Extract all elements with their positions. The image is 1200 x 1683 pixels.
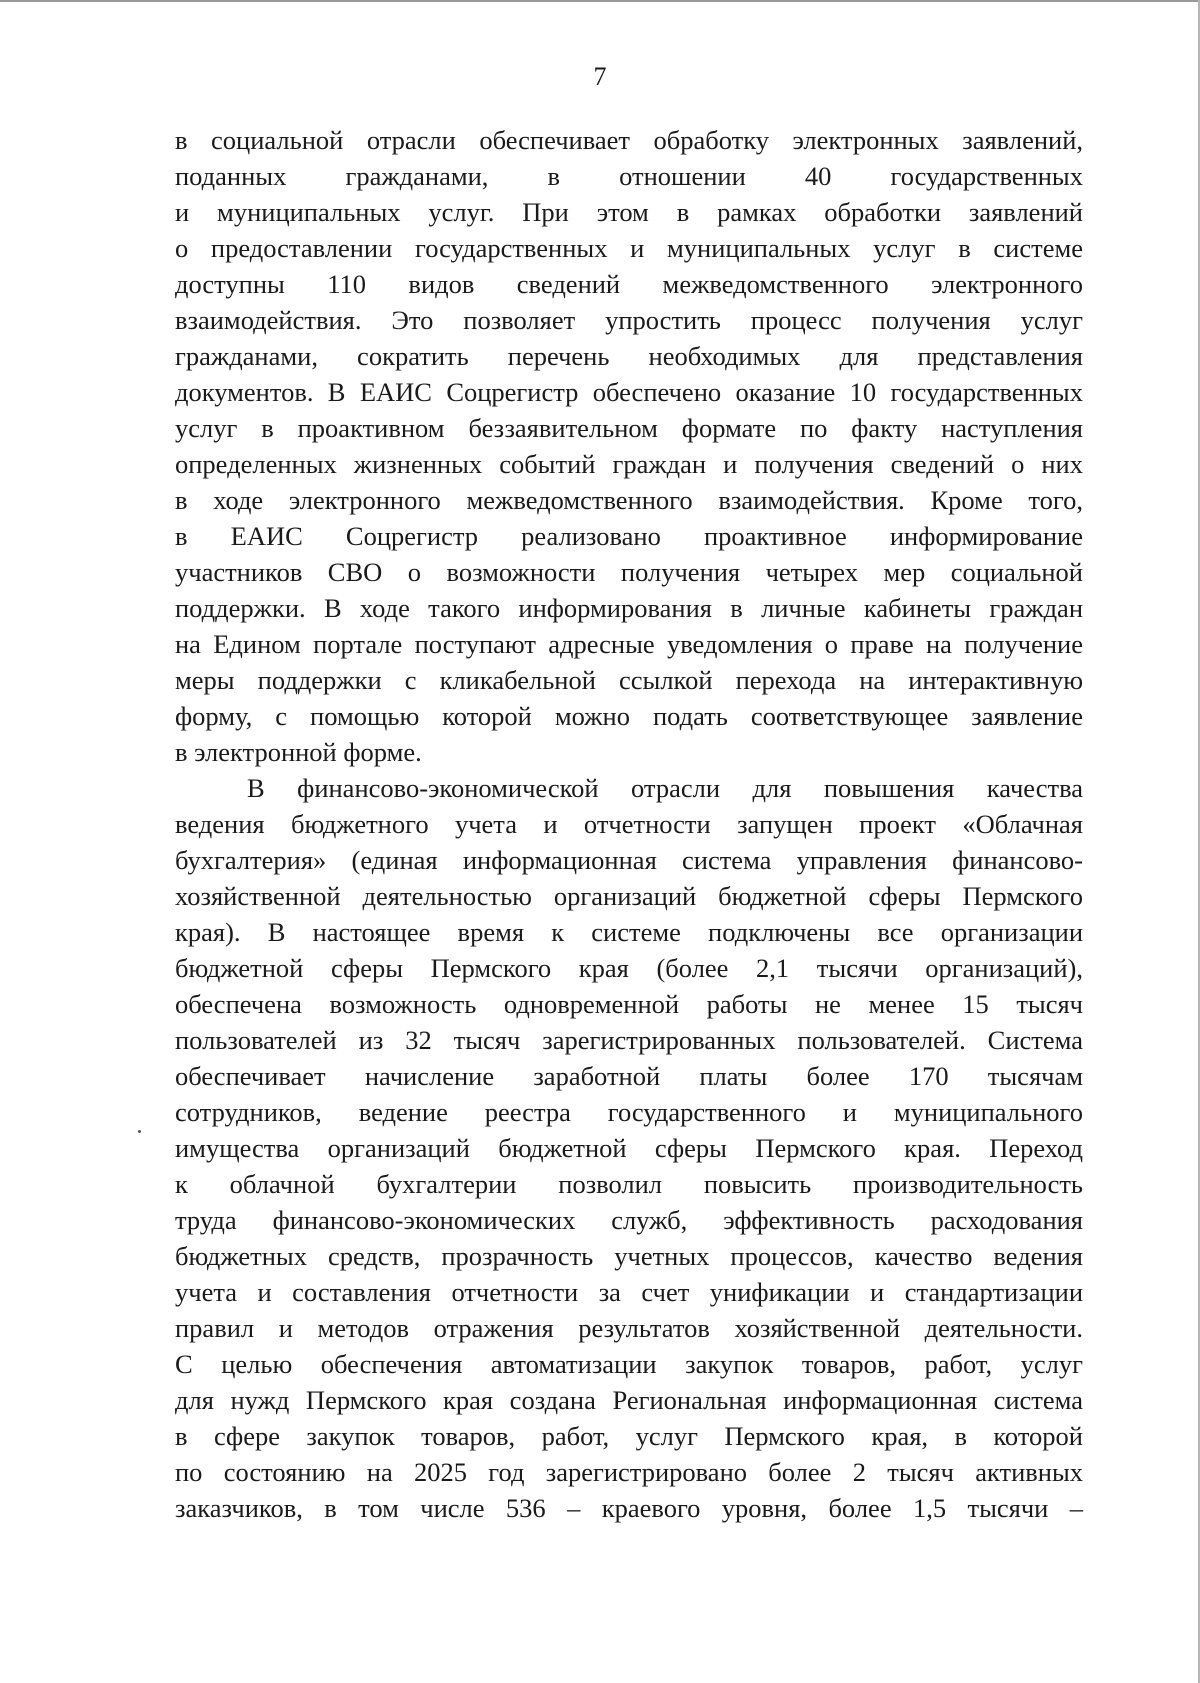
paragraph <box>175 122 1083 770</box>
text-line: взаимодействия. Это позволяет упростить процесс получения услуг <box>175 305 1083 335</box>
text-line: С целью обеспечения автоматизации закупок товаров, работ, услуг <box>175 1349 1083 1379</box>
text-line: и муниципальных услуг. При этом в рамках обработки заявлений <box>175 197 1083 227</box>
text-line: гражданами, сократить перечень необходимых для представления <box>175 341 1083 371</box>
text-line: в ходе электронного межведомственного взаимодействия. Кроме того, <box>175 485 1083 515</box>
text-line: по состоянию на 2025 год зарегистрировано более 2 тысяч активных <box>175 1457 1083 1487</box>
text-line: участников СВО о возможности получения четырех мер социальной <box>175 557 1083 587</box>
text-line: на Едином портале поступают адресные уведомления о праве на получение <box>175 629 1083 659</box>
page-number: 7 <box>593 62 607 91</box>
text-line: имущества организаций бюджетной сферы Пермского края. Переход <box>175 1133 1083 1163</box>
text-line: к облачной бухгалтерии позволил повысить производительность <box>175 1169 1083 1199</box>
text-line: бухгалтерия» (единая информационная система управления финансово- <box>175 845 1083 875</box>
text-line: ведения бюджетного учета и отчетности запущен проект «Облачная <box>175 809 1083 839</box>
text-line: обеспечивает начисление заработной платы более 170 тысячам <box>175 1061 1083 1091</box>
text-line: поданных гражданами, в отношении 40 государственных <box>175 161 1083 191</box>
text-line: поддержки. В ходе такого информирования в личные кабинеты граждан <box>175 593 1083 623</box>
document-body <box>175 122 1083 1526</box>
text-line: учета и составления отчетности за счет унификации и стандартизации <box>175 1277 1083 1307</box>
text-line: заказчиков, в том числе 536 – краевого уровня, более 1,5 тысячи – <box>175 1493 1083 1523</box>
text-line: бюджетных средств, прозрачность учетных процессов, качество ведения <box>175 1241 1083 1271</box>
text-line: труда финансово-экономических служб, эффективность расходования <box>175 1205 1083 1235</box>
text-line: о предоставлении государственных и муниципальных услуг в системе <box>175 233 1083 263</box>
text-line: для нужд Пермского края создана Региональная информационная система <box>175 1385 1083 1415</box>
text-line: пользователей из 32 тысяч зарегистрированных пользователей. Система <box>175 1025 1083 1055</box>
text-line: определенных жизненных событий граждан и получения сведений о них <box>175 449 1083 479</box>
text-line: услуг в проактивном беззаявительном формате по факту наступления <box>175 413 1083 443</box>
text-line: доступны 110 видов сведений межведомственного электронного <box>175 269 1083 299</box>
page-edge-top <box>0 0 1200 2</box>
text-line: сотрудников, ведение реестра государственного и муниципального <box>175 1097 1083 1127</box>
text-line: обеспечена возможность одновременной работы не менее 15 тысяч <box>175 989 1083 1019</box>
text-line: края). В настоящее время к системе подключены все организации <box>175 917 1083 947</box>
text-line: В финансово-экономической отрасли для повышения качества <box>247 773 1083 803</box>
text-line: в электронной форме. <box>175 737 422 767</box>
text-line: в ЕАИС Соцрегистр реализовано проактивное информирование <box>175 521 1083 551</box>
text-line: правил и методов отражения результатов хозяйственной деятельности. <box>175 1313 1083 1343</box>
text-line: документов. В ЕАИС Соцрегистр обеспечено оказание 10 государственных <box>175 377 1083 407</box>
paragraph <box>175 770 1083 1526</box>
text-line: в сфере закупок товаров, работ, услуг Пермского края, в которой <box>175 1421 1083 1451</box>
text-line: хозяйственной деятельностью организаций бюджетной сферы Пермского <box>175 881 1083 911</box>
text-line: форму, с помощью которой можно подать соответствующее заявление <box>175 701 1083 731</box>
scan-speck <box>138 1130 141 1133</box>
text-line: в социальной отрасли обеспечивает обработку электронных заявлений, <box>175 125 1083 155</box>
text-line: меры поддержки с кликабельной ссылкой перехода на интерактивную <box>175 665 1083 695</box>
text-line: бюджетной сферы Пермского края (более 2,1 тысячи организаций), <box>175 953 1083 983</box>
